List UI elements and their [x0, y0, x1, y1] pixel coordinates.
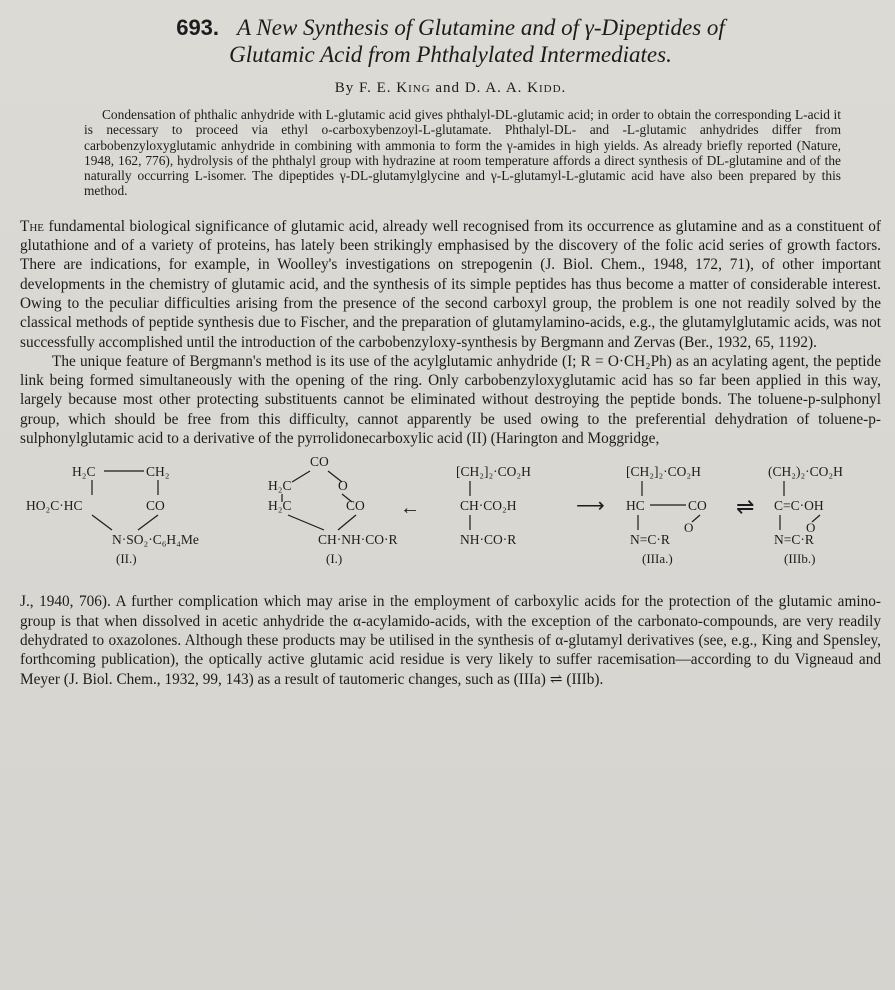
author-2: D. A. A. Kidd. — [464, 80, 567, 96]
formulae-svg — [20, 454, 881, 586]
IIIa-HC: HC — [626, 498, 645, 514]
arrow-left: ← — [400, 497, 420, 520]
paper-number: 693. — [176, 15, 220, 40]
IIIa-label: (IIIa.) — [642, 551, 673, 567]
II-label: (II.) — [116, 551, 137, 567]
arrow-right: ⟶ — [576, 495, 605, 518]
paragraph-1 — [20, 217, 881, 352]
mid-line-2: CH·CO₂H — [460, 498, 517, 514]
IIIb-label: (IIIb.) — [784, 551, 816, 567]
mid-line-3: NH·CO·R — [460, 532, 517, 548]
IIIb-line-1: (CH₂)₂·CO₂H — [768, 464, 843, 480]
title-line-2: Glutamic Acid from Phthalylated Intermediates. — [229, 42, 672, 67]
IIIa-line-1: [CH₂]₂·CO₂H — [626, 464, 701, 480]
paragraph-2: The unique feature of Bergmann's method is its use of the acylglutamic anhydride (I; R = O·CH₂Ph) as an acylating agent, the peptide link being formed simultaneously with the opening of the ring. Only carbobenzyloxyglutamic acid has so far been applied in this way, largely because most other protecting substituents cannot be eliminated without destroying the peptide bonds. The toluene-p-sulphonyl group, which should be free from this difficulty, cannot apparently be used owing to the preferential dehydration of toluene-p-sulphonylglutamic acid to a derivative of the pyrrolidonecarboxylic acid (II) (Harington and Moggridge, — [20, 352, 881, 448]
IIIa-O: O — [684, 520, 694, 536]
IIIb-O: O — [806, 520, 816, 536]
I-right: CO — [346, 498, 365, 514]
byline-by: By — [334, 80, 355, 96]
IIIa-CO: CO — [688, 498, 707, 514]
IIIb-line-2: C=C·OH — [774, 498, 824, 514]
IIIa-line-3: N=C·R — [630, 532, 670, 548]
body-text — [20, 217, 881, 689]
abstract-text: Condensation of phthalic anhydride with L-glutamic acid gives phthalyl-DL-glutamic acid; in order to obtain the corresponding L-acid it is necessary to proceed via ethyl o-carboxybenzoyl-L-glutamate. Phthalyl-DL- and -L-glutamic anhydrides differ from carbobenzyloxyglutamic anhydride in combining with ammonia to form the γ-amides in high yields. As already briefly reported (Nature, 1948, 162, 776), hydrolysis of the phthalyl group with hydrazine at room temperature affords a direct synthesis of DL-glutamine and of the naturally occurring L-isomer. The dipeptides γ-DL-glutamylglycine and γ-L-glutamyl-L-glutamic acid have also been prepared by this method. — [84, 107, 841, 199]
paragraph-1-lead: The — [20, 217, 45, 235]
paragraph-3: J., 1940, 706). A further complication which may arise in the employment of carboxylic acids for the protection of the glutamic amino-group is that when dissolved in acetic anhydride the α-acylamido-acids, with the exception of the carbonato-compounds, are very readily dehydrated to oxazolones. Although these products may be utilised in the synthesis of α-glutamyl derivatives (see, e.g., King and Spensley, forthcoming publication), the optically active glutamic acid residue is very likely to suffer racemisation—according to du Vigneaud and Meyer (J. Biol. Chem., 1932, 99, 143) as a result of tautomeric changes, such as (IIIa) ⇌ (IIIb). — [20, 593, 881, 688]
II-top-left: H₂C — [72, 464, 96, 480]
I-o1: O — [338, 478, 348, 494]
IIIb-line-3: N=C·R — [774, 532, 814, 548]
II-top-right: CH₂ — [146, 464, 170, 480]
II-right: CO — [146, 498, 165, 514]
I-top: CO — [310, 454, 329, 470]
title-line-1: A New Synthesis of Glutamine and of γ-Dipeptides of — [237, 15, 725, 40]
byline — [20, 80, 881, 97]
I-left-2: H₂C — [268, 498, 292, 514]
II-left: HO₂C·HC — [26, 498, 83, 514]
I-label: (I.) — [326, 551, 343, 567]
mid-line-1: [CH₂]₂·CO₂H — [456, 464, 531, 480]
paper-title — [20, 14, 881, 68]
paragraph-1-text: fundamental biological significance of glutamic acid, already well recognised from its occurrence as glutamine and as a constituent of glutathione and of a variety of proteins, has lately been strikingly emphasised by the discovery of the folic acid series of growth factors. There are indications, for example, in Woolley's investigations on strepogenin (J. Biol. Chem., 1948, 172, 71), of other important developments in the chemistry of glutamic acid, and the synthesis of its simple peptides has thus become a matter of considerable interest. Owing to the peculiar difficulties arising from the presence of the second carboxyl group, the problem is one not readily solved by the classical methods of peptide synthesis due to Fischer, and the preparation of glutamylamino-acids, e.g., the glutamylglutamic acids, was not successfully accomplished until the introduction of the carbobenzyloxy-synthesis by Bergmann and Zervas (Ber., 1932, 65, 1192). — [20, 217, 881, 351]
equilibrium-arrow: ⇌ — [736, 494, 755, 520]
II-bottom: N·SO₂·C₆H₄Me — [112, 532, 199, 548]
author-1: F. E. King — [358, 80, 431, 96]
structural-formulae-figure — [20, 454, 881, 586]
abstract — [84, 107, 841, 199]
I-left-1: H₂C — [268, 478, 292, 494]
byline-and: and — [435, 80, 461, 96]
I-bottom: CH·NH·CO·R — [318, 532, 398, 548]
